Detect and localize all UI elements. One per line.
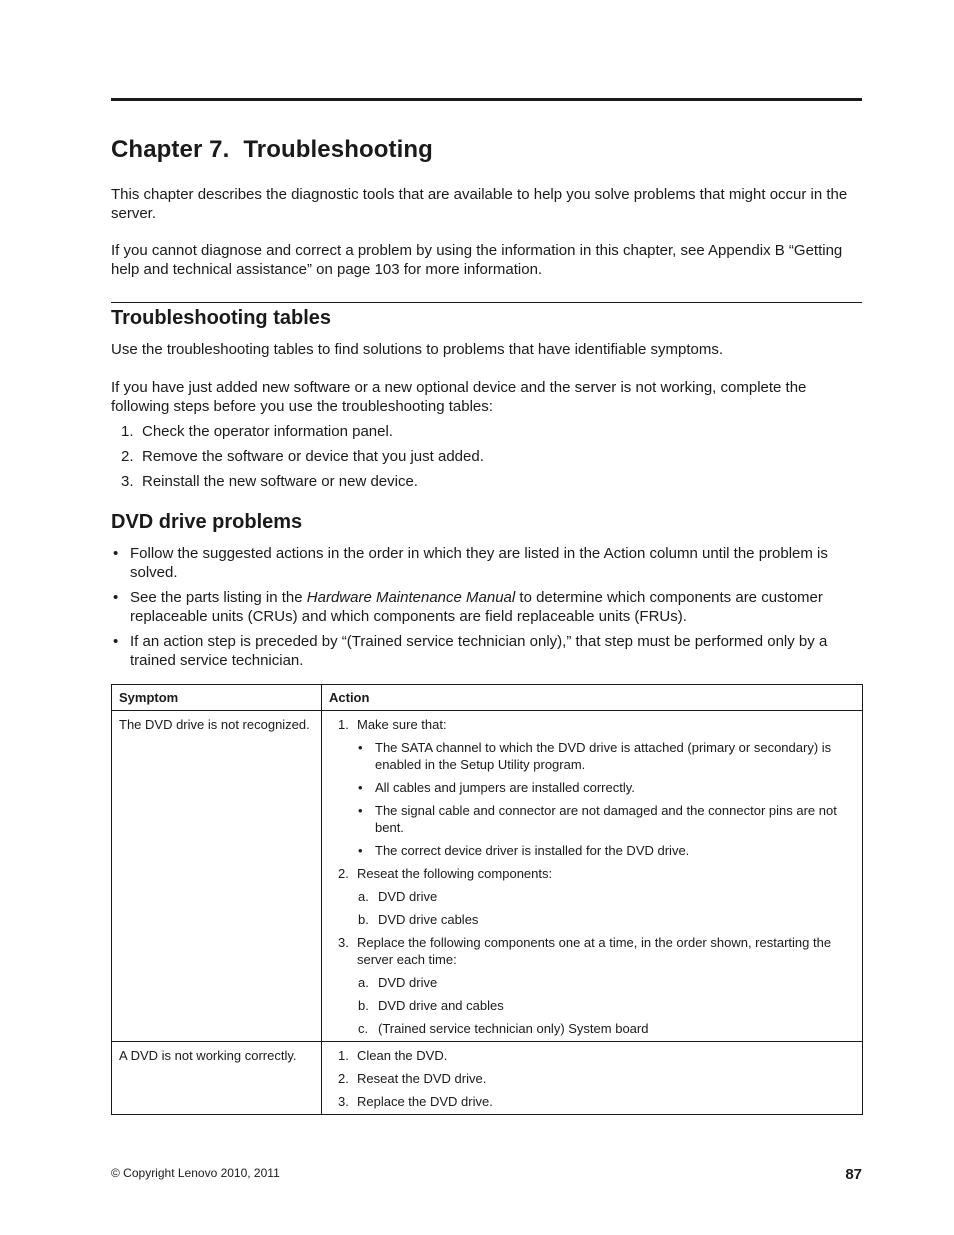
intro-paragraph-1: This chapter describes the diagnostic tools that are available to help you solve problems that might occur in the server. bbox=[111, 186, 848, 222]
section1-paragraph-1: Use the troubleshooting tables to find solutions to problems that have identifiable symptoms. bbox=[111, 341, 724, 358]
page-number: 87 bbox=[845, 1166, 862, 1183]
list-item: • If an action step is preceded by “(Trained service technician only),” that step must be performed only by a trained service technician. bbox=[113, 633, 828, 669]
action-substep: b. DVD drive and cables bbox=[358, 998, 504, 1013]
top-rule bbox=[111, 98, 862, 101]
action-step: 2. Reseat the following components: bbox=[338, 866, 553, 881]
symptom-cell: The DVD drive is not recognized. bbox=[112, 711, 322, 1042]
chapter-title bbox=[111, 136, 433, 164]
manual-title: Hardware Maintenance Manual bbox=[306, 589, 516, 606]
action-substep: a. DVD drive bbox=[358, 975, 438, 990]
action-step: 1. Make sure that: bbox=[338, 717, 447, 732]
guidance-bullet-list bbox=[111, 544, 862, 676]
list-item: • Follow the suggested actions in the order in which they are listed in the Action column until the problem is solved. bbox=[113, 545, 828, 581]
table-row bbox=[112, 711, 863, 1042]
table-header-row bbox=[112, 685, 863, 711]
action-step: 2. Reseat the DVD drive. bbox=[338, 1071, 487, 1086]
dvd-troubleshooting-table bbox=[111, 684, 863, 1115]
action-substep: b. DVD drive cables bbox=[358, 912, 479, 927]
section1-paragraph-2: If you have just added new software or a new optional device and the server is not working, complete the following steps before you use the troubleshooting tables: bbox=[111, 379, 807, 415]
action-bullet: • All cables and jumpers are installed correctly. bbox=[358, 780, 635, 795]
action-substep: a. DVD drive bbox=[358, 889, 438, 904]
action-column-header: Action bbox=[322, 685, 863, 711]
symptom-column-header: Symptom bbox=[112, 685, 322, 711]
symptom-cell: A DVD is not working correctly. bbox=[112, 1042, 322, 1115]
list-item: 3. Reinstall the new software or new device. bbox=[121, 473, 418, 490]
list-item: 1. Check the operator information panel. bbox=[121, 423, 393, 440]
action-substep: c. (Trained service technician only) System board bbox=[358, 1021, 649, 1036]
section-heading-troubleshooting-tables: Troubleshooting tables bbox=[111, 307, 332, 329]
list-item: • See the parts listing in the Hardware Maintenance Manual to determine which components are customer replaceable units (CRUs) and which components are field replaceable units (FRUs). bbox=[113, 589, 823, 625]
section-rule bbox=[111, 302, 862, 303]
prep-steps-list bbox=[111, 422, 862, 497]
copyright-notice: © Copyright Lenovo 2010, 2011 bbox=[111, 1166, 280, 1180]
action-step: 3. Replace the following components one at a time, in the order shown, restarting the server each time: bbox=[338, 935, 832, 967]
section-heading-dvd-drive-problems: DVD drive problems bbox=[111, 511, 303, 533]
action-bullet: • The correct device driver is installed for the DVD drive. bbox=[358, 843, 690, 858]
action-bullet: • The SATA channel to which the DVD drive is attached (primary or secondary) is enabled in the Setup Utility program. bbox=[358, 740, 832, 772]
action-cell bbox=[322, 1042, 863, 1115]
action-cell bbox=[322, 711, 863, 1042]
intro-paragraph-2: If you cannot diagnose and correct a problem by using the information in this chapter, see Appendix B “Getting help and technical assistance” on page 103 for more information. bbox=[111, 242, 843, 278]
list-item: 2. Remove the software or device that you just added. bbox=[121, 448, 484, 465]
action-bullet: • The signal cable and connector are not damaged and the connector pins are not bent. bbox=[358, 803, 837, 835]
action-step: 3. Replace the DVD drive. bbox=[338, 1094, 493, 1109]
action-step: 1. Clean the DVD. bbox=[338, 1048, 448, 1063]
chapter-number: Chapter 7. bbox=[111, 136, 230, 163]
table-row bbox=[112, 1042, 863, 1115]
chapter-name: Troubleshooting bbox=[243, 136, 433, 163]
